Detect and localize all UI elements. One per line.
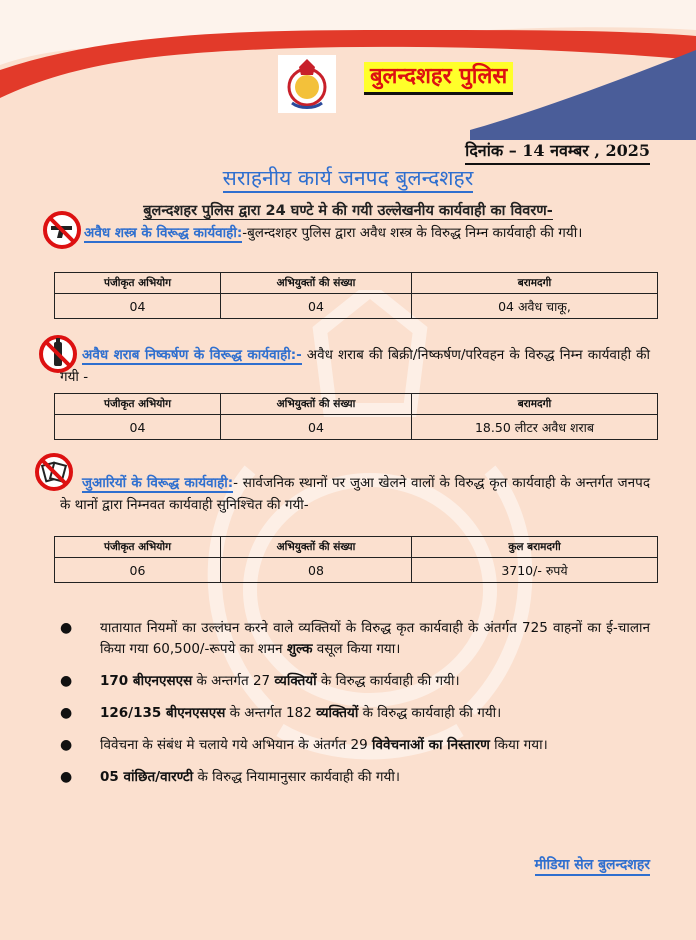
weapons-header-cases: पंजीकृत अभियोग bbox=[55, 273, 221, 294]
up-police-logo bbox=[278, 55, 336, 113]
section-liquor-heading: अवैध शराब निष्कर्षण के विरूद्ध कार्यवाही:- bbox=[82, 347, 302, 363]
gambling-header-accused: अभियुक्तों की संख्या bbox=[221, 537, 412, 558]
section-weapons-text: अवैध शस्त्र के विरूद्ध कार्यवाही:-बुलन्दशहर पुलिस द्वारा अवैध शस्त्र के विरुद्ध निम्न कार्यवाही की गयी। bbox=[84, 225, 583, 241]
liquor-accused: 04 bbox=[221, 415, 412, 440]
list-item: ● 126/135 बीएनएसएस के अन्तर्गत 182 व्यक्तियों के विरुद्ध कार्यवाही की गयी। bbox=[60, 703, 650, 724]
gambling-recovery: 3710/- रुपये bbox=[412, 558, 658, 583]
weapons-table bbox=[54, 272, 658, 319]
bullet-dot: ● bbox=[60, 769, 73, 785]
section-liquor-text: अवैध शराब निष्कर्षण के विरूद्ध कार्यवाही:- अवैध शराब की बिक्री/निष्कर्षण/परिवहन के विरुद्ध निम्न कार्यवाही की गयी - bbox=[60, 347, 650, 385]
subtitle: बुलन्दशहर पुलिस द्वारा 24 घण्टे मे की गयी उल्लेखनीय कार्यवाही का विवरण- bbox=[143, 203, 553, 219]
section-gambling-text: जुआरियों के विरूद्ध कार्यवाही:- सार्वजनिक स्थानों पर जुआ खेलने वालों के विरुद्ध कृत कार्यवाही के अन्तर्गत जनपद के थानों द्वारा निम्नवत कार्यवाही सुनिश्चित की गयी- bbox=[60, 475, 650, 513]
header-title: बुलन्दशहर पुलिस bbox=[364, 62, 513, 95]
weapons-accused: 04 bbox=[221, 294, 412, 319]
list-item: ● 170 बीएनएसएस के अन्तर्गत 27 व्यक्तियों के विरुद्ध कार्यवाही की गयी। bbox=[60, 671, 650, 692]
gambling-table bbox=[54, 536, 658, 583]
list-item: ● यातायात नियमों का उल्लंघन करने वाले व्यक्तियों के विरुद्ध कृत कार्यवाही के अंतर्गत 725 वाहनों का ई-चालान किया गया 60,500/-रूपये का शमन शुल्क वसूल किया गया। bbox=[60, 620, 650, 657]
list-item: ● विवेचना के संबंध मे चलाये गये अभियान के अंतर्गत 29 विवेचनाओं का निस्तारण किया गया। bbox=[60, 735, 650, 756]
bullet-list bbox=[60, 618, 650, 799]
media-cell-signature: मीडिया सेल बुलन्दशहर bbox=[535, 855, 651, 876]
section-weapons-heading: अवैध शस्त्र के विरूद्ध कार्यवाही: bbox=[84, 225, 243, 241]
table-row bbox=[55, 415, 658, 440]
bullet-dot: ● bbox=[60, 737, 73, 753]
liquor-header-accused: अभियुक्तों की संख्या bbox=[221, 394, 412, 415]
section-gambling-heading: जुआरियों के विरूद्ध कार्यवाही: bbox=[82, 475, 234, 491]
liquor-header-recovery: बरामदगी bbox=[412, 394, 658, 415]
bullet-dot: ● bbox=[60, 620, 73, 636]
weapons-header-recovery: बरामदगी bbox=[412, 273, 658, 294]
list-item: ● 05 वांछित/वारण्टी के विरुद्ध नियामानुसार कार्यवाही की गयी। bbox=[60, 767, 650, 788]
table-row bbox=[55, 558, 658, 583]
gambling-header-cases: पंजीकृत अभियोग bbox=[55, 537, 221, 558]
weapons-recovery: 04 अवैध चाकू, bbox=[412, 294, 658, 319]
main-title: सराहनीय कार्य जनपद बुलन्दशहर bbox=[0, 164, 696, 192]
liquor-table bbox=[54, 393, 658, 440]
liquor-recovery: 18.50 लीटर अवैध शराब bbox=[412, 415, 658, 440]
table-row bbox=[55, 294, 658, 319]
liquor-cases: 04 bbox=[55, 415, 221, 440]
weapons-cases: 04 bbox=[55, 294, 221, 319]
header-swoosh-decoration bbox=[0, 0, 696, 140]
bullet-dot: ● bbox=[60, 705, 73, 721]
gambling-header-recovery: कुल बरामदगी bbox=[412, 537, 658, 558]
gambling-cases: 06 bbox=[55, 558, 221, 583]
gambling-accused: 08 bbox=[221, 558, 412, 583]
weapons-header-accused: अभियुक्तों की संख्या bbox=[221, 273, 412, 294]
bullet-dot: ● bbox=[60, 673, 73, 689]
date-line: दिनांक – 14 नवम्बर , 2025 bbox=[465, 139, 650, 165]
liquor-header-cases: पंजीकृत अभियोग bbox=[55, 394, 221, 415]
